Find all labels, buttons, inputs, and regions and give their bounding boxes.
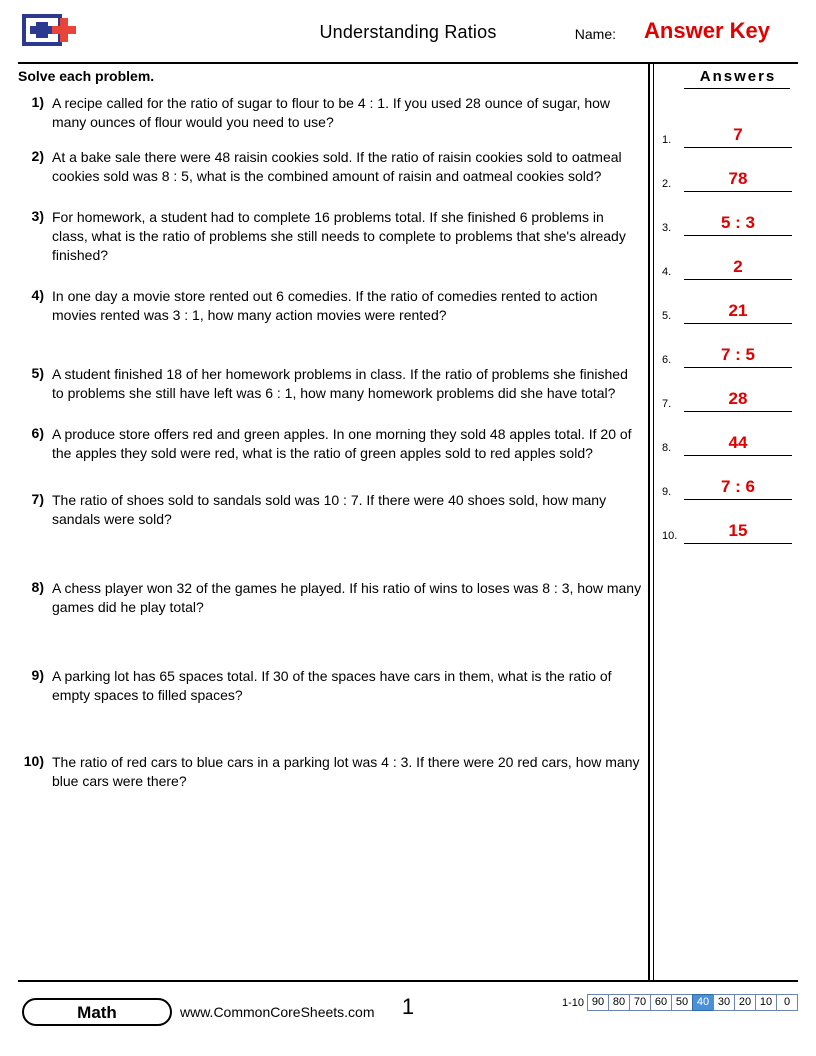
problem-number: 4) [31, 287, 44, 303]
grading-scale-cell: 60 [650, 994, 672, 1011]
answer-row [662, 456, 802, 500]
answer-row [662, 280, 802, 324]
column-divider-right [653, 62, 654, 980]
problem-text: A produce store offers red and green apples. In one morning they sold 48 apples total. If 20 of the apples they sold were red, what is the ratio of green apples sold to red apples sold? [52, 426, 632, 461]
subject-badge: Math [22, 998, 172, 1026]
grading-scale-cell: 0 [776, 994, 798, 1011]
answer-value: 7 : 6 [720, 477, 756, 496]
problem-text: The ratio of shoes sold to sandals sold was 10 : 7. If there were 40 shoes sold, how many sandals were sold? [52, 492, 607, 527]
grading-scale-cell: 30 [713, 994, 735, 1011]
problem-item [18, 208, 642, 265]
answer-number: 10. [662, 530, 678, 542]
answer-row [662, 148, 802, 192]
problem-number: 8) [31, 579, 44, 595]
answers-heading-underline [684, 88, 790, 89]
grading-scale-cell: 20 [734, 994, 756, 1011]
column-divider-left [648, 62, 650, 980]
answer-number: 5. [662, 310, 672, 322]
grading-scale-cell: 70 [629, 994, 651, 1011]
answer-row [662, 104, 802, 148]
answer-value: 7 [733, 125, 743, 144]
answer-row [662, 192, 802, 236]
grading-scale-cell-selected: 40 [692, 994, 714, 1011]
name-label: Name: [574, 26, 616, 42]
answers-heading: Answers [699, 68, 777, 85]
grading-scale-cell: 80 [608, 994, 630, 1011]
answer-number: 3. [662, 222, 672, 234]
grading-scale-cell: 10 [755, 994, 777, 1011]
problem-text: The ratio of red cars to blue cars in a parking lot was 4 : 3. If there were 20 red cars, how many blue cars were there? [52, 754, 640, 789]
answer-number: 9. [662, 486, 672, 498]
answer-row [662, 324, 802, 368]
problem-text: In one day a movie store rented out 6 comedies. If the ratio of comedies rented to action movies rented was 3 : 1, how many action movies were rented? [52, 288, 598, 323]
grading-scale-cell: 90 [587, 994, 609, 1011]
footer-divider [18, 980, 798, 982]
grading-scale-label: 1-10 [561, 996, 584, 1009]
answer-number: 2. [662, 178, 672, 190]
answer-number: 7. [662, 398, 672, 410]
answer-value: 21 [728, 301, 748, 320]
problem-text: For homework, a student had to complete 16 problems total. If she finished 6 problems in class, what is the ratio of problems she still needs to complete to problems that she's already finished? [52, 209, 626, 263]
answer-value: 78 [728, 169, 748, 188]
problem-item [18, 365, 642, 403]
answer-value: 15 [728, 521, 748, 540]
problem-number: 10) [23, 753, 44, 769]
answer-number: 1. [662, 134, 672, 146]
answer-key-label: Answer Key [644, 18, 770, 43]
problem-item [18, 491, 642, 529]
grading-scale-cell: 50 [671, 994, 693, 1011]
grading-scale [562, 994, 798, 1011]
problem-text: At a bake sale there were 48 raisin cookies sold. If the ratio of raisin cookies sold to oatmeal cookies sold was 8 : 5, what is the combined amount of raisin and oatmeal cookies sold? [52, 149, 622, 184]
problem-item [18, 94, 642, 132]
answers-list [662, 104, 802, 544]
answer-row [662, 236, 802, 280]
page-number: 1 [401, 994, 415, 1019]
problem-text: A chess player won 32 of the games he played. If his ratio of wins to loses was 8 : 3, how many games did he play total? [52, 580, 642, 615]
answer-number: 8. [662, 442, 672, 454]
website-url: www.CommonCoreSheets.com [180, 1004, 375, 1020]
page-title: Understanding Ratios [319, 22, 497, 42]
problem-number: 5) [31, 365, 44, 381]
problem-number: 3) [31, 208, 44, 224]
problem-text: A recipe called for the ratio of sugar to flour to be 4 : 1. If you used 28 ounce of sugar, how many ounces of flour would you need to use? [52, 95, 611, 130]
problem-number: 7) [31, 491, 44, 507]
answer-row [662, 500, 802, 544]
problem-number: 9) [31, 667, 44, 683]
problem-item [18, 753, 642, 791]
problem-text: A student finished 18 of her homework problems in class. If the ratio of problems she finished to problems she still have left was 6 : 1, how many homework problems did she have total? [52, 366, 628, 401]
problem-item [18, 148, 642, 186]
answer-value: 7 : 5 [720, 345, 756, 364]
answer-number: 6. [662, 354, 672, 366]
page-header [18, 14, 798, 58]
answer-value: 44 [728, 433, 748, 452]
answer-value: 2 [733, 257, 743, 276]
answer-value: 5 : 3 [720, 213, 756, 232]
answer-underline [684, 543, 792, 544]
answer-row [662, 412, 802, 456]
problem-number: 2) [31, 148, 44, 164]
problem-number: 1) [31, 94, 44, 110]
problem-list [18, 94, 642, 807]
problem-item [18, 287, 642, 325]
problem-item [18, 579, 642, 617]
problem-item [18, 667, 642, 705]
problem-number: 6) [31, 425, 44, 441]
header-divider [18, 62, 798, 64]
problem-item [18, 425, 642, 463]
answer-value: 28 [728, 389, 748, 408]
answer-row [662, 368, 802, 412]
instruction-text: Solve each problem. [18, 68, 155, 84]
problem-text: A parking lot has 65 spaces total. If 30 of the spaces have cars in them, what is the ratio of empty spaces to filled spaces? [52, 668, 612, 703]
answer-number: 4. [662, 266, 672, 278]
